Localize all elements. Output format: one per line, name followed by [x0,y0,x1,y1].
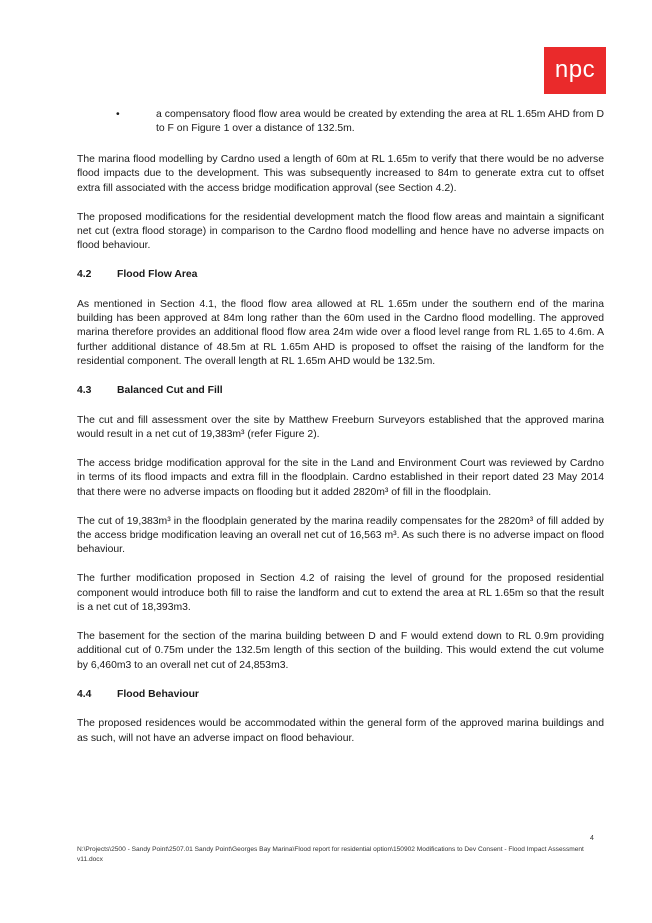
section-number: 4.3 [77,385,92,397]
paragraph-basement: The basement for the section of the marina building between D and F would extend down to RL 0.9m providing additional cut of 0.75m under the 132.5m length of this section of the building. This would extend the cut volume by 6,460m3 to an overall net cut of 24,853m3. [77,631,604,671]
bullet-text: a compensatory flood flow area would be created by extending the area at RL 1.65m AHD from D to F on Figure 1 over a distance of 132.5m. [156,109,604,135]
paragraph-access-bridge: The access bridge modification approval for the site in the Land and Environment Court was reviewed by Cardno in terms of its flood impacts and extra fill in the floodplain. Cardno established in their report dated 23 May 2014 that there were no adverse impacts on flooding but it added 2820m³ of fill in the floodplain. [77,457,604,498]
paragraph-flood-behaviour: The proposed residences would be accommodated within the general form of the approved marina buildings and as such, will not have an adverse impact on flood behaviour. [77,718,604,744]
logo-text: npc [554,55,596,83]
bullet-marker: • [116,109,120,120]
page-number: 4 [590,835,594,842]
paragraph-marina-modelling: The marina flood modelling by Cardno used a length of 60m at RL 1.65m to verify that there would be no adverse flood impacts due to the development. This was subsequently increased to 84m to generate extra cut to offset extra fill associated with the access bridge modification approval (see Section 4.2). [77,153,604,194]
paragraph-cut-fill-assessment: The cut and fill assessment over the site by Matthew Freeburn Surveyors established that the approved marina would result in a net cut of 19,383m³ (refer Figure 2). [77,414,604,440]
document-body [77,108,604,761]
section-number: 4.2 [77,269,92,281]
section-number: 4.4 [77,688,92,700]
section-heading-4-3 [77,384,604,398]
section-title: Balanced Cut and Fill [117,385,223,397]
npc-logo [544,47,606,94]
paragraph-net-cut: The cut of 19,383m³ in the floodplain generated by the marina readily compensates for the 2820m³ of fill added by the access bridge modification leaving an overall net cut of 16,563 m³. As such there is no adverse impact on flood behaviour. [77,515,604,556]
footer-file-path: N:\Projects\2500 - Sandy Point\2507.01 Sandy Point\Georges Bay Marina\Flood report for residential option\150902 Modifications to Dev Consent - Flood Impact Assessment v11.docx [77,846,584,863]
paragraph-further-modification: The further modification proposed in Section 4.2 of raising the level of ground for the proposed residential component would introduce both fill to raise the landform and cut to extend the area at RL 1.65m so that the result is a net cut of 18,393m3. [77,573,604,614]
section-title: Flood Flow Area [117,269,198,281]
paragraph-residential-modifications: The proposed modifications for the residential development match the flood flow areas and maintain a significant net cut (extra flood storage) in comparison to the Cardno flood modelling and hence have no adverse impacts on flood behaviour. [77,211,604,252]
section-heading-4-2 [77,268,604,282]
paragraph-flood-flow-area: As mentioned in Section 4.1, the flood flow area allowed at RL 1.65m under the southern end of the marina building has been approved at 84m long rather than the 60m used in the Cardno flood modelling. The approved marina therefore provides an additional flood flow area 24m wide over a flood level range from RL 1.65 to 4.6m. A further additional distance of 48.5m at RL 1.65m AHD is proposed to offset the raising of the landform for the residential component. The overall length at RL 1.65m AHD would be 132.5m. [77,298,604,368]
bullet-item [77,108,604,137]
section-heading-4-4 [77,688,604,702]
section-title: Flood Behaviour [117,688,199,700]
